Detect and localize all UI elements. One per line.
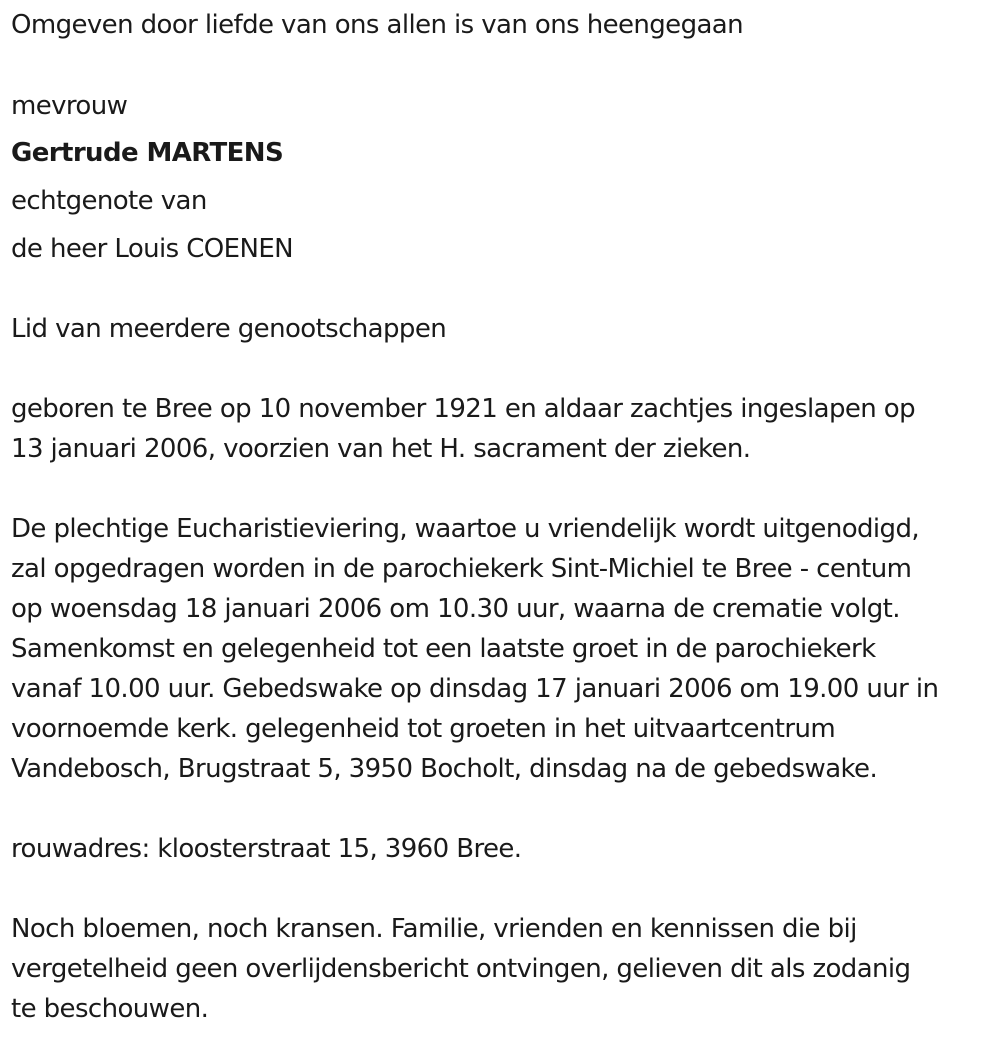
title-prefix: mevrouw (11, 91, 128, 121)
ceremony-line: De plechtige Eucharistieviering, waartoe u vriendelijk wordt uitgenodigd, (11, 514, 920, 544)
intro-text: Omgeven door liefde van ons allen is van ons heengegaan (11, 10, 744, 40)
relation-text: echtgenote van (11, 186, 207, 216)
birth-death-line: 13 januari 2006, voorzien van het H. sacrament der zieken. (11, 434, 751, 464)
closing-paragraph (11, 909, 996, 1029)
birth-death-line: geboren te Bree op 10 november 1921 en aldaar zachtjes ingeslapen op (11, 394, 915, 424)
ceremony-line: voornoemde kerk. gelegenheid tot groeten in het uitvaartcentrum (11, 714, 836, 744)
birth-death-paragraph (11, 389, 996, 469)
spouse-name: de heer Louis COENEN (11, 234, 294, 264)
ceremony-paragraph (11, 509, 996, 789)
ceremony-line: op woensdag 18 januari 2006 om 10.30 uur, waarna de crematie volgt. (11, 594, 900, 624)
mourning-address: rouwadres: kloosterstraat 15, 3960 Bree. (11, 834, 522, 864)
closing-line: Noch bloemen, noch kransen. Familie, vrienden en kennissen die bij (11, 914, 857, 944)
ceremony-line: Samenkomst en gelegenheid tot een laatste groet in de parochiekerk (11, 634, 876, 664)
closing-line: vergetelheid geen overlijdensbericht ontvingen, gelieven dit als zodanig (11, 954, 911, 984)
ceremony-line: zal opgedragen worden in de parochiekerk Sint-Michiel te Bree - centum (11, 554, 912, 584)
ceremony-line: Vandebosch, Brugstraat 5, 3950 Bocholt, dinsdag na de gebedswake. (11, 754, 878, 784)
deceased-name: Gertrude MARTENS (11, 138, 284, 168)
ceremony-line: vanaf 10.00 uur. Gebedswake op dinsdag 17 januari 2006 om 19.00 uur in (11, 674, 939, 704)
membership-text: Lid van meerdere genootschappen (11, 314, 447, 344)
closing-line: te beschouwen. (11, 994, 209, 1024)
